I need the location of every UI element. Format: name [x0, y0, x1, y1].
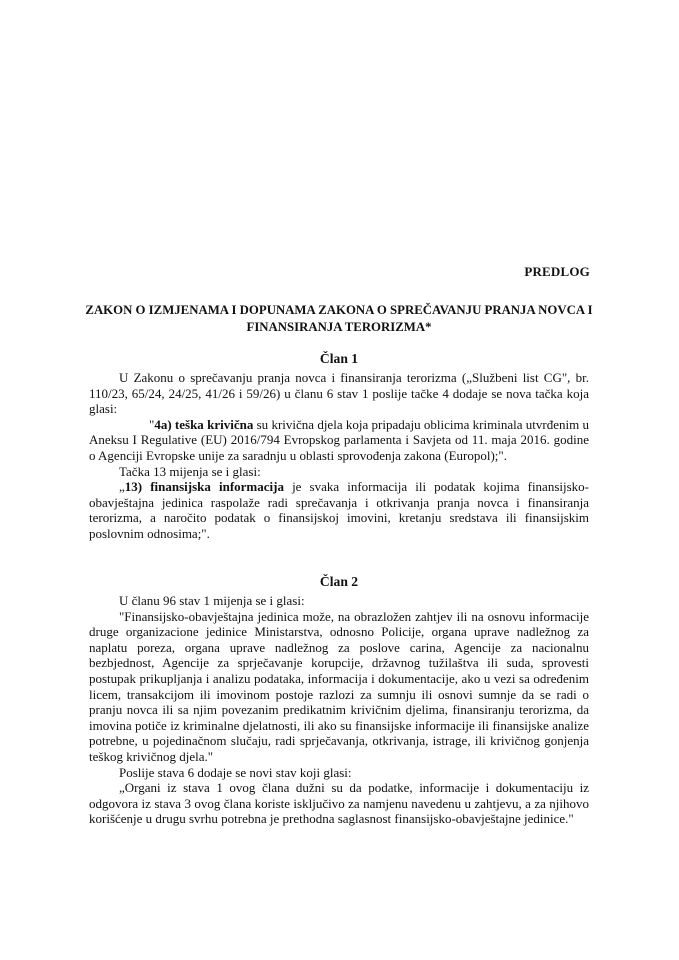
law-title-line-1: ZAKON O IZMJENAMA I DOPUNAMA ZAKONA O SPREČAVANJU PRANJA NOVCA I: [85, 303, 593, 317]
article-1-change-line: Tačka 13 mijenja se i glasi:: [119, 463, 261, 479]
quote-open: ": [149, 416, 155, 432]
article-1-body: [89, 370, 589, 542]
law-title: [84, 302, 594, 336]
article-2-add-line: Poslije stava 6 dodaje se novi stav koji glasi:: [119, 764, 352, 780]
point-13-text: je svaka informacija ili podatak kojima finansijsko-obavještajna jedinica raspolaže radi sprečavanja i otkrivanja pranja novca i finansiranja terorizma, a naročito podatak o finansijskoj imovini, kretanju sredstava ili finansijskim poslovnim odnosima;".: [89, 479, 589, 541]
proposal-label: PREDLOG: [524, 264, 590, 279]
point-4a-text: su krivična djela koja pripadaju oblicima kriminala utvrđenim u Aneksu I Regulative (EU) 2016/794 Evropskog parlamenta i Savjeta od 11. maja 2016. godine o Agenciji Evropske unije za saradnju u oblasti sprovođenja zakona (Europol);".: [89, 416, 589, 463]
article-1-heading: Član 1: [319, 351, 359, 366]
article-1-point-13: [89, 479, 589, 541]
quote-open: „: [119, 479, 125, 495]
point-4a-term: 4a) teška krivična: [154, 416, 254, 432]
article-2-body: [89, 593, 589, 827]
article-1-intro: U Zakonu o sprečavanju pranja novca i finansiranja terorizma („Službeni list CG", br. 110/23, 65/24, 24/25, 41/26 i 59/26) u članu 6 stav 1 poslije tačke 4 dodaje se nova tačka koja glasi:: [89, 370, 589, 417]
article-2-heading: Član 2: [319, 574, 359, 589]
article-2-intro: U članu 96 stav 1 mijenja se i glasi:: [119, 593, 305, 608]
article-2-paragraph-1: "Finansijsko-obavještajna jedinica može, na obrazložen zahtjev ili na osnovu informacije druge organizacione jedinice Ministarstva, odnosno Policije, organa uprave nadležnog za naplatu poreza, organa uprave nadležnog za poslove carina, Agencije za nacionalnu bezbjednost, Agencije za sprječavanje korupcije, državnog tužilaštva ili suda, sprovesti postupak prikupljanja i analizu podataka, informacija i dokumentacije, ako u vezi sa određenim licem, transakcijom ili imovinom postoje razlozi za sumnju ili osnovi sumnje da se radi o pranju novca ili sa njim povezanim predikatnim krivičnim djelima, finansiranju terorizma, da imovina potiče iz kriminalne djelatnosti, ili ako su finansijske informacije ili finansijske analize potrebne, u pojedinačnom slučaju, radi sprječavanja, otkrivanja, istrage, ili krivičnog gonjenja teškog krivičnog djela.": [89, 608, 589, 764]
article-2-new-paragraph: „Organi iz stava 1 ovog člana dužni su da podatke, informacije i dokumentaciju iz odgovora iz stava 3 ovog člana koriste isključivo za namjenu navedenu u zahtjevu, a za njihovo korišćenje u drugu svrhu potrebna je prethodna saglasnost finansijsko-obavještajne jedinice.": [89, 780, 589, 827]
law-title-line-2: FINANSIRANJA TERORIZMA*: [246, 320, 432, 334]
point-13-term: 13) finansijska informacija: [124, 479, 284, 495]
article-1-point-4a: [89, 417, 589, 464]
